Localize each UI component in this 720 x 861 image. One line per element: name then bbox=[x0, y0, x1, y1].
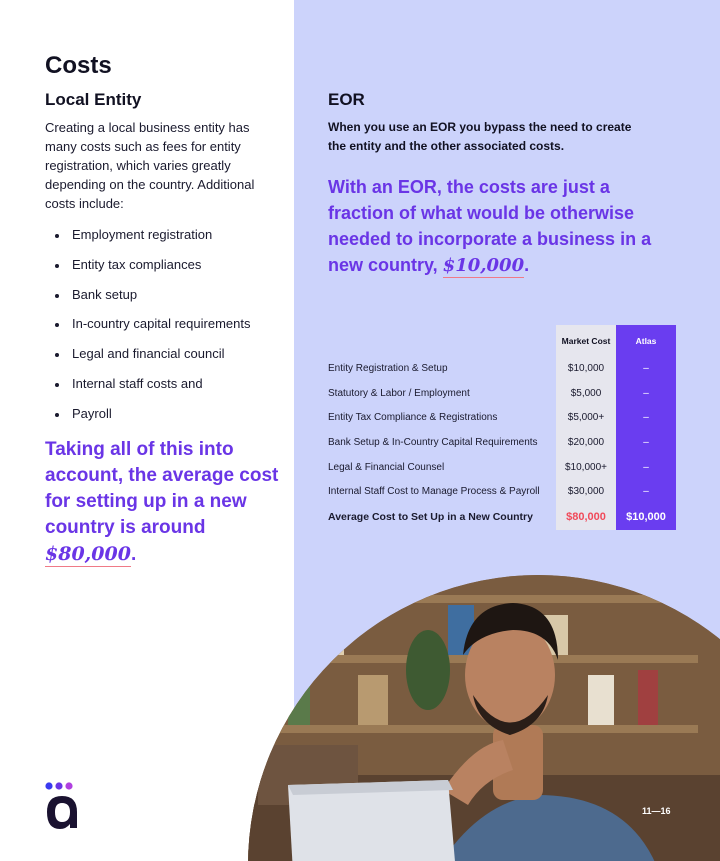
page-title: Costs bbox=[45, 52, 112, 79]
summary-period: . bbox=[524, 255, 530, 275]
local-entity-intro: Creating a local business entity has many costs such as fees for entity registration, which varies greatly depending on the country. Additional costs include: bbox=[45, 120, 255, 211]
row-atlas-cost: – bbox=[616, 356, 676, 381]
page-number: 11—16 bbox=[642, 806, 671, 816]
row-label: Entity Tax Compliance & Registrations bbox=[328, 412, 498, 424]
summary-text: Taking all of this into account, the average cost for setting up in a new country is around bbox=[45, 439, 279, 538]
summary-text: With an EOR, the costs are just a fraction of what would be otherwise needed to incorporate a business in a new country, bbox=[328, 177, 652, 275]
total-market-cost: $80,000 bbox=[556, 504, 616, 530]
table-row bbox=[322, 430, 676, 455]
row-atlas-cost: – bbox=[616, 479, 676, 504]
table-row bbox=[322, 405, 676, 430]
table-row bbox=[322, 479, 676, 504]
table-row bbox=[322, 356, 676, 381]
eor-price: $10,000 bbox=[442, 255, 525, 276]
table-header-market-cost: Market Cost bbox=[556, 325, 616, 356]
row-market-cost: $5,000 bbox=[556, 381, 616, 406]
total-label: Average Cost to Set Up in a New Country bbox=[328, 511, 533, 524]
total-atlas-cost: $10,000 bbox=[616, 504, 676, 530]
eor-heading: EOR bbox=[328, 90, 365, 109]
row-market-cost: $30,000 bbox=[556, 479, 616, 504]
row-atlas-cost: – bbox=[616, 455, 676, 480]
list-item: Employment registration bbox=[55, 227, 250, 257]
summary-period: . bbox=[130, 544, 137, 565]
list-item: Internal staff costs and bbox=[55, 376, 250, 406]
row-market-cost: $10,000+ bbox=[556, 455, 616, 480]
row-market-cost: $5,000+ bbox=[556, 405, 616, 430]
list-item: Entity tax compliances bbox=[55, 257, 250, 287]
cost-comparison-table bbox=[322, 325, 676, 530]
local-entity-price: $80,000 bbox=[45, 543, 131, 565]
table-header-label bbox=[322, 325, 556, 356]
brand-logo bbox=[44, 782, 84, 830]
row-atlas-cost: – bbox=[616, 430, 676, 455]
row-label: Internal Staff Cost to Manage Process & Payroll bbox=[328, 486, 540, 498]
row-label: Bank Setup & In-Country Capital Requirements bbox=[328, 436, 538, 448]
eor-summary bbox=[328, 174, 678, 279]
row-label: Legal & Financial Counsel bbox=[328, 461, 445, 473]
row-label: Statutory & Labor / Employment bbox=[328, 387, 470, 399]
table-row bbox=[322, 381, 676, 406]
local-entity-summary bbox=[45, 437, 285, 568]
photo-illustration bbox=[248, 575, 720, 861]
list-item: In-country capital requirements bbox=[55, 316, 250, 346]
table-header-row bbox=[322, 325, 676, 356]
table-header-atlas: Atlas bbox=[616, 325, 676, 356]
local-entity-cost-list bbox=[55, 227, 250, 436]
row-market-cost: $20,000 bbox=[556, 430, 616, 455]
row-market-cost: $10,000 bbox=[556, 356, 616, 381]
row-atlas-cost: – bbox=[616, 405, 676, 430]
table-row bbox=[322, 455, 676, 480]
table-total-row bbox=[322, 504, 676, 530]
list-item: Bank setup bbox=[55, 287, 250, 317]
hero-photo bbox=[248, 575, 720, 861]
row-label: Entity Registration & Setup bbox=[328, 362, 448, 374]
list-item: Payroll bbox=[55, 406, 250, 436]
row-atlas-cost: – bbox=[616, 381, 676, 406]
list-item: Legal and financial council bbox=[55, 346, 250, 376]
eor-intro: When you use an EOR you bypass the need to create the entity and the other associated costs. bbox=[328, 120, 632, 153]
local-entity-heading: Local Entity bbox=[45, 90, 142, 109]
